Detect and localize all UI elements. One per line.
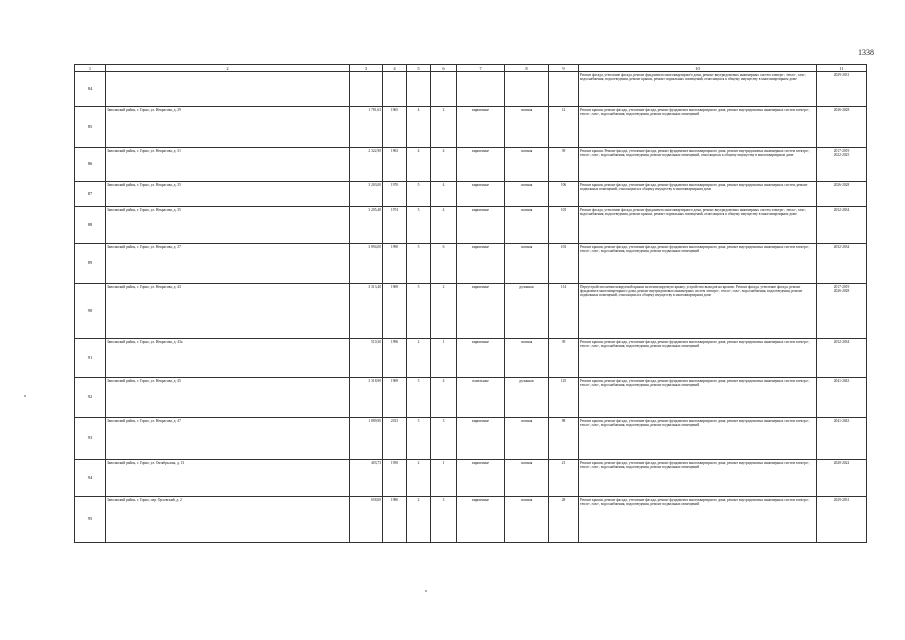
works-cell: Ремонт фасада, утепление фасада, ремонт фундамента многоквартирного дома, ремонт внутридомовых инженерных систем электро-, тепло-, газо-, водоснабжения, водоотведения, ремонт крыши, ремонт подвальных помещений, относящихся к общему имуществу в многоквартирном доме: [579, 207, 817, 244]
residents-cell: 106: [549, 182, 579, 207]
wall-material-cell: кирпичные: [457, 284, 505, 339]
entrances-cell: 4: [431, 148, 457, 182]
works-cell: Ремонт крыши, ремонт фасада, утепление фасада, ремонт фундамента многоквартирного дома, ремонт внутридомовых инженерных систем электро-, тепло-, газо-, водоснабжения, водоотведения, ремонт подвальных помещений: [579, 339, 817, 378]
roof-type-cell: скатная: [505, 418, 549, 460]
works-cell: Ремонт крыши, ремонт фасада, утепление фасада, ремонт фундамента многоквартирного дома, ремонт внутридомовых инженерных систем электро-, тепло-, газо-, водоснабжения, водоотведения, ремонт подвальных помещений: [579, 497, 817, 543]
area-cell: 403,73: [350, 460, 383, 497]
period-cell: [817, 72, 867, 107]
table-row: [75, 497, 867, 543]
year-cell: 1974: [383, 207, 407, 244]
residents-cell: 28: [549, 497, 579, 543]
residents-cell: 98: [549, 418, 579, 460]
header-cell: 2: [106, 65, 350, 72]
row-number: 87: [75, 182, 106, 207]
year-cell: 1970: [383, 182, 407, 207]
header-cell: 4: [383, 65, 407, 72]
area-cell: 3 203,00: [350, 182, 383, 207]
year-cell: 1969: [383, 378, 407, 418]
area-cell: 3 894,00: [350, 244, 383, 284]
header-cell: 9: [549, 65, 579, 72]
residents-cell: 12: [549, 107, 579, 148]
floors-cell: 2: [407, 460, 431, 497]
period-value: 2032-2034: [833, 340, 850, 344]
wall-material-cell: кирпичные: [457, 207, 505, 244]
floors-cell: 5: [407, 244, 431, 284]
residents-cell: 103: [549, 207, 579, 244]
header-row: [75, 65, 867, 72]
entrances-cell: 2: [431, 284, 457, 339]
address-cell: Заволжский район, г. Горно, пер. Орловский, д. 2: [106, 497, 350, 543]
year-cell: 1980: [383, 497, 407, 543]
floors-cell: 5: [407, 418, 431, 460]
residents-cell: 114: [549, 284, 579, 339]
roof-type-cell: скатная: [505, 207, 549, 244]
floors-cell: 5: [407, 378, 431, 418]
row-number: 90: [75, 284, 106, 339]
address-cell: Заволжский район, г. Горно, ул. Некрасова, д. 37: [106, 244, 350, 284]
period-cell: [817, 207, 867, 244]
header-cell: 10: [579, 65, 817, 72]
floors-cell: 5: [407, 207, 431, 244]
address-cell: [106, 72, 350, 107]
period-cell: [817, 284, 867, 339]
floors-cell: [407, 72, 431, 107]
table-row: [75, 418, 867, 460]
entrances-cell: 1: [431, 460, 457, 497]
year-cell: 1963: [383, 148, 407, 182]
residents-cell: 125: [549, 378, 579, 418]
address-cell: Заволжский район, г. Горно, ул. Некрасова, д. 43а: [106, 339, 350, 378]
roof-type-cell: рулонная: [505, 378, 549, 418]
scan-speck: [24, 395, 26, 397]
period-cell: [817, 460, 867, 497]
table-row: [75, 72, 867, 107]
period-value: 2041-2043: [833, 419, 850, 423]
period-value: 2026-2028: [833, 108, 850, 112]
roof-type-cell: скатная: [505, 107, 549, 148]
address-cell: Заволжский район, г. Горно, ул. Некрасова, д. 35: [106, 207, 350, 244]
roof-type-cell: скатная: [505, 148, 549, 182]
area-cell: 3 205,48: [350, 207, 383, 244]
area-cell: 1 889,90: [350, 418, 383, 460]
row-number: 93: [75, 418, 106, 460]
period-cell: [817, 107, 867, 148]
roof-type-cell: [505, 72, 549, 107]
area-cell: 2 322,90: [350, 148, 383, 182]
roof-type-cell: рулонная: [505, 284, 549, 339]
entrances-cell: 4: [431, 378, 457, 418]
works-cell: Ремонт крыши, ремонт фасада, утепление фасада, ремонт фундамента многоквартирного дома, ремонт внутридомовых инженерных систем электро-, тепло-, газо-, водоснабжения, водоотведения, ремонт подвальных помещений: [579, 107, 817, 148]
area-cell: 1 781,63: [350, 107, 383, 148]
year-cell: [383, 72, 407, 107]
residents-cell: 103: [549, 244, 579, 284]
roof-type-cell: скатная: [505, 339, 549, 378]
wall-material-cell: кирпичные: [457, 148, 505, 182]
floors-cell: 5: [407, 284, 431, 339]
works-cell: Ремонт крыши, ремонт фасада, утепление фасада, ремонт фундамента многоквартирного дома, ремонт внутридомовых инженерных систем электро-, тепло-, газо-, водоснабжения, водоотведения, ремонт подвальных помещений: [579, 418, 817, 460]
table-row: [75, 460, 867, 497]
area-cell: 658,00: [350, 497, 383, 543]
year-cell: 1969: [383, 284, 407, 339]
header-cell: 8: [505, 65, 549, 72]
address-cell: Заволжский район, г. Горно, ул. Октябрьская, д. 13: [106, 460, 350, 497]
area-cell: 3 318,90: [350, 378, 383, 418]
year-cell: 2013: [383, 418, 407, 460]
table-row: [75, 378, 867, 418]
entrances-cell: 4: [431, 207, 457, 244]
wall-material-cell: кирпичные: [457, 244, 505, 284]
table-body: [75, 65, 867, 543]
period-value: 2017-2019: [833, 285, 850, 289]
entrances-cell: 3: [431, 418, 457, 460]
year-cell: 1996: [383, 339, 407, 378]
period-value: 2029-2031: [833, 73, 850, 77]
address-cell: Заволжский район, г. Горно, ул. Некрасова, д. 35: [106, 182, 350, 207]
period-value: 2032-2034: [833, 208, 850, 212]
period-value: 2017-2019: [833, 149, 850, 153]
entrances-cell: 1: [431, 339, 457, 378]
wall-material-cell: кирпичные: [457, 339, 505, 378]
wall-material-cell: кирпичные: [457, 497, 505, 543]
table-row: [75, 244, 867, 284]
table-row: [75, 284, 867, 339]
floors-cell: 4: [407, 107, 431, 148]
row-number: 85: [75, 107, 106, 148]
period-cell: [817, 182, 867, 207]
period-cell: [817, 148, 867, 182]
header-cell: 11: [817, 65, 867, 72]
period-value: 2022-2025: [833, 153, 850, 158]
table-row: [75, 148, 867, 182]
header-cell: 1: [75, 65, 106, 72]
entrances-cell: 2: [431, 107, 457, 148]
year-cell: 1990: [383, 244, 407, 284]
header-cell: 5: [407, 65, 431, 72]
period-cell: [817, 497, 867, 543]
works-cell: Ремонт крыши, ремонт фасада, утепление фасада, ремонт фундамента многоквартирного дома, ремонт внутридомовых инженерных систем электро-, тепло-, газо-, водоснабжения, водоотведения, ремонт подвальных помещений: [579, 244, 817, 284]
entrances-cell: [431, 72, 457, 107]
residents-cell: [549, 72, 579, 107]
entrances-cell: 3: [431, 497, 457, 543]
row-number: 88: [75, 207, 106, 244]
period-cell: [817, 244, 867, 284]
header-cell: 6: [431, 65, 457, 72]
address-cell: Заволжский район, г. Горно, ул. Некрасова, д. 47: [106, 418, 350, 460]
floors-cell: 4: [407, 148, 431, 182]
row-number: 92: [75, 378, 106, 418]
works-cell: Ремонт крыши, ремонт фасада, утепление фасада, ремонт фундамента многоквартирного дома, ремонт внутридомовых инженерных систем электро-, тепло-, газо-, водоснабжения, водоотведения, ремонт подвальных помещений: [579, 460, 817, 497]
page-number: 1338: [858, 48, 874, 57]
wall-material-cell: кирпичные: [457, 107, 505, 148]
roof-type-cell: скатная: [505, 460, 549, 497]
address-cell: Заволжский район, г. Горно, ул. Некрасова, д. 29: [106, 107, 350, 148]
area-cell: [350, 72, 383, 107]
period-cell: [817, 339, 867, 378]
row-number: 86: [75, 148, 106, 182]
wall-material-cell: кирпичные: [457, 418, 505, 460]
table-row: [75, 339, 867, 378]
works-cell: Ремонт крыши, ремонт фасада, утепление фасада, ремонт фундамента многоквартирного дома, ремонт внутридомовых инженерных систем электро-, тепло-, газо-, водоснабжения, водоотведения, ремонт подвальных помещений: [579, 378, 817, 418]
period-value: 2032-2034: [833, 245, 850, 249]
period-value: 2041-2043: [833, 379, 850, 383]
table-row: [75, 107, 867, 148]
wall-material-cell: [457, 72, 505, 107]
row-number: 89: [75, 244, 106, 284]
period-value: 2029-2031: [833, 498, 850, 502]
table-row: [75, 207, 867, 244]
period-cell: [817, 418, 867, 460]
period-value: 2026-2028: [833, 183, 850, 187]
address-cell: Заволжский район, г. Горно, ул. Некрасова, д. 45: [106, 378, 350, 418]
housing-registry-table: [74, 64, 867, 543]
entrances-cell: 4: [431, 182, 457, 207]
works-cell: Ремонт крыши, ремонт фасада, утепление фасада, ремонт фундамента многоквартирного дома, ремонт внутридомовых инженерных систем, ремонт подвальных помещений, относящихся к общему имуществу в многоквартирном доме: [579, 182, 817, 207]
residents-cell: 39: [549, 339, 579, 378]
header-cell: 7: [457, 65, 505, 72]
wall-material-cell: кирпичные: [457, 182, 505, 207]
table-row: [75, 182, 867, 207]
roof-type-cell: скатная: [505, 497, 549, 543]
year-cell: 1965: [383, 107, 407, 148]
works-cell: Ремонт крыши. Ремонт фасада, утепление фасада, ремонт фундамента многоквартирного дома, ремонт внутридомовых инженерных систем электро-, тепло-, газо-, водоснабжения, водоотведения, ремонт подвальных помещений, относящихся к общему имуществу в многоквартирном доме: [579, 148, 817, 182]
wall-material-cell: панельные: [457, 378, 505, 418]
scan-speck: [425, 590, 427, 592]
period-value: 2020-2022: [833, 461, 850, 465]
works-cell: Ремонт фасада, утепление фасада, ремонт фундамента многоквартирного дома, ремонт внутридомовых инженерных систем электро-, тепло-, газо-, водоснабжения, водоотведения, ремонт крыши, ремонт подвальных помещений, относящихся к общему имуществу в многоквартирном доме: [579, 72, 817, 107]
period-value: 2026-2028: [833, 289, 850, 294]
entrances-cell: 6: [431, 244, 457, 284]
row-number: 91: [75, 339, 106, 378]
floors-cell: 2: [407, 339, 431, 378]
floors-cell: 5: [407, 182, 431, 207]
floors-cell: 2: [407, 497, 431, 543]
year-cell: 1950: [383, 460, 407, 497]
roof-type-cell: скатная: [505, 182, 549, 207]
address-cell: Заволжский район, г. Горно, ул. Некрасова, д. 31: [106, 148, 350, 182]
residents-cell: 21: [549, 460, 579, 497]
row-number: 94: [75, 460, 106, 497]
roof-type-cell: скатная: [505, 244, 549, 284]
area-cell: 510,30: [350, 339, 383, 378]
works-cell: Переустройство невентилируемой крыши на вентилируемую крышу, устройство выходов на кровлю. Ремонт фасада, утепление фасада, ремонт фундамента многоквартирного дома, ремонт внутридомовых инженерных систем электро-, тепло-, газо-, водоснабжения, водоотведения, ремонт подвальных помещений, относящихся к общему имуществу в многоквартирном доме: [579, 284, 817, 339]
address-cell: Заволжский район, г. Горно, ул. Некрасова, д. 43: [106, 284, 350, 339]
period-cell: [817, 378, 867, 418]
area-cell: 3 313,40: [350, 284, 383, 339]
residents-cell: 39: [549, 148, 579, 182]
header-cell: 3: [350, 65, 383, 72]
row-number: 84: [75, 72, 106, 107]
row-number: 95: [75, 497, 106, 543]
wall-material-cell: кирпичные: [457, 460, 505, 497]
